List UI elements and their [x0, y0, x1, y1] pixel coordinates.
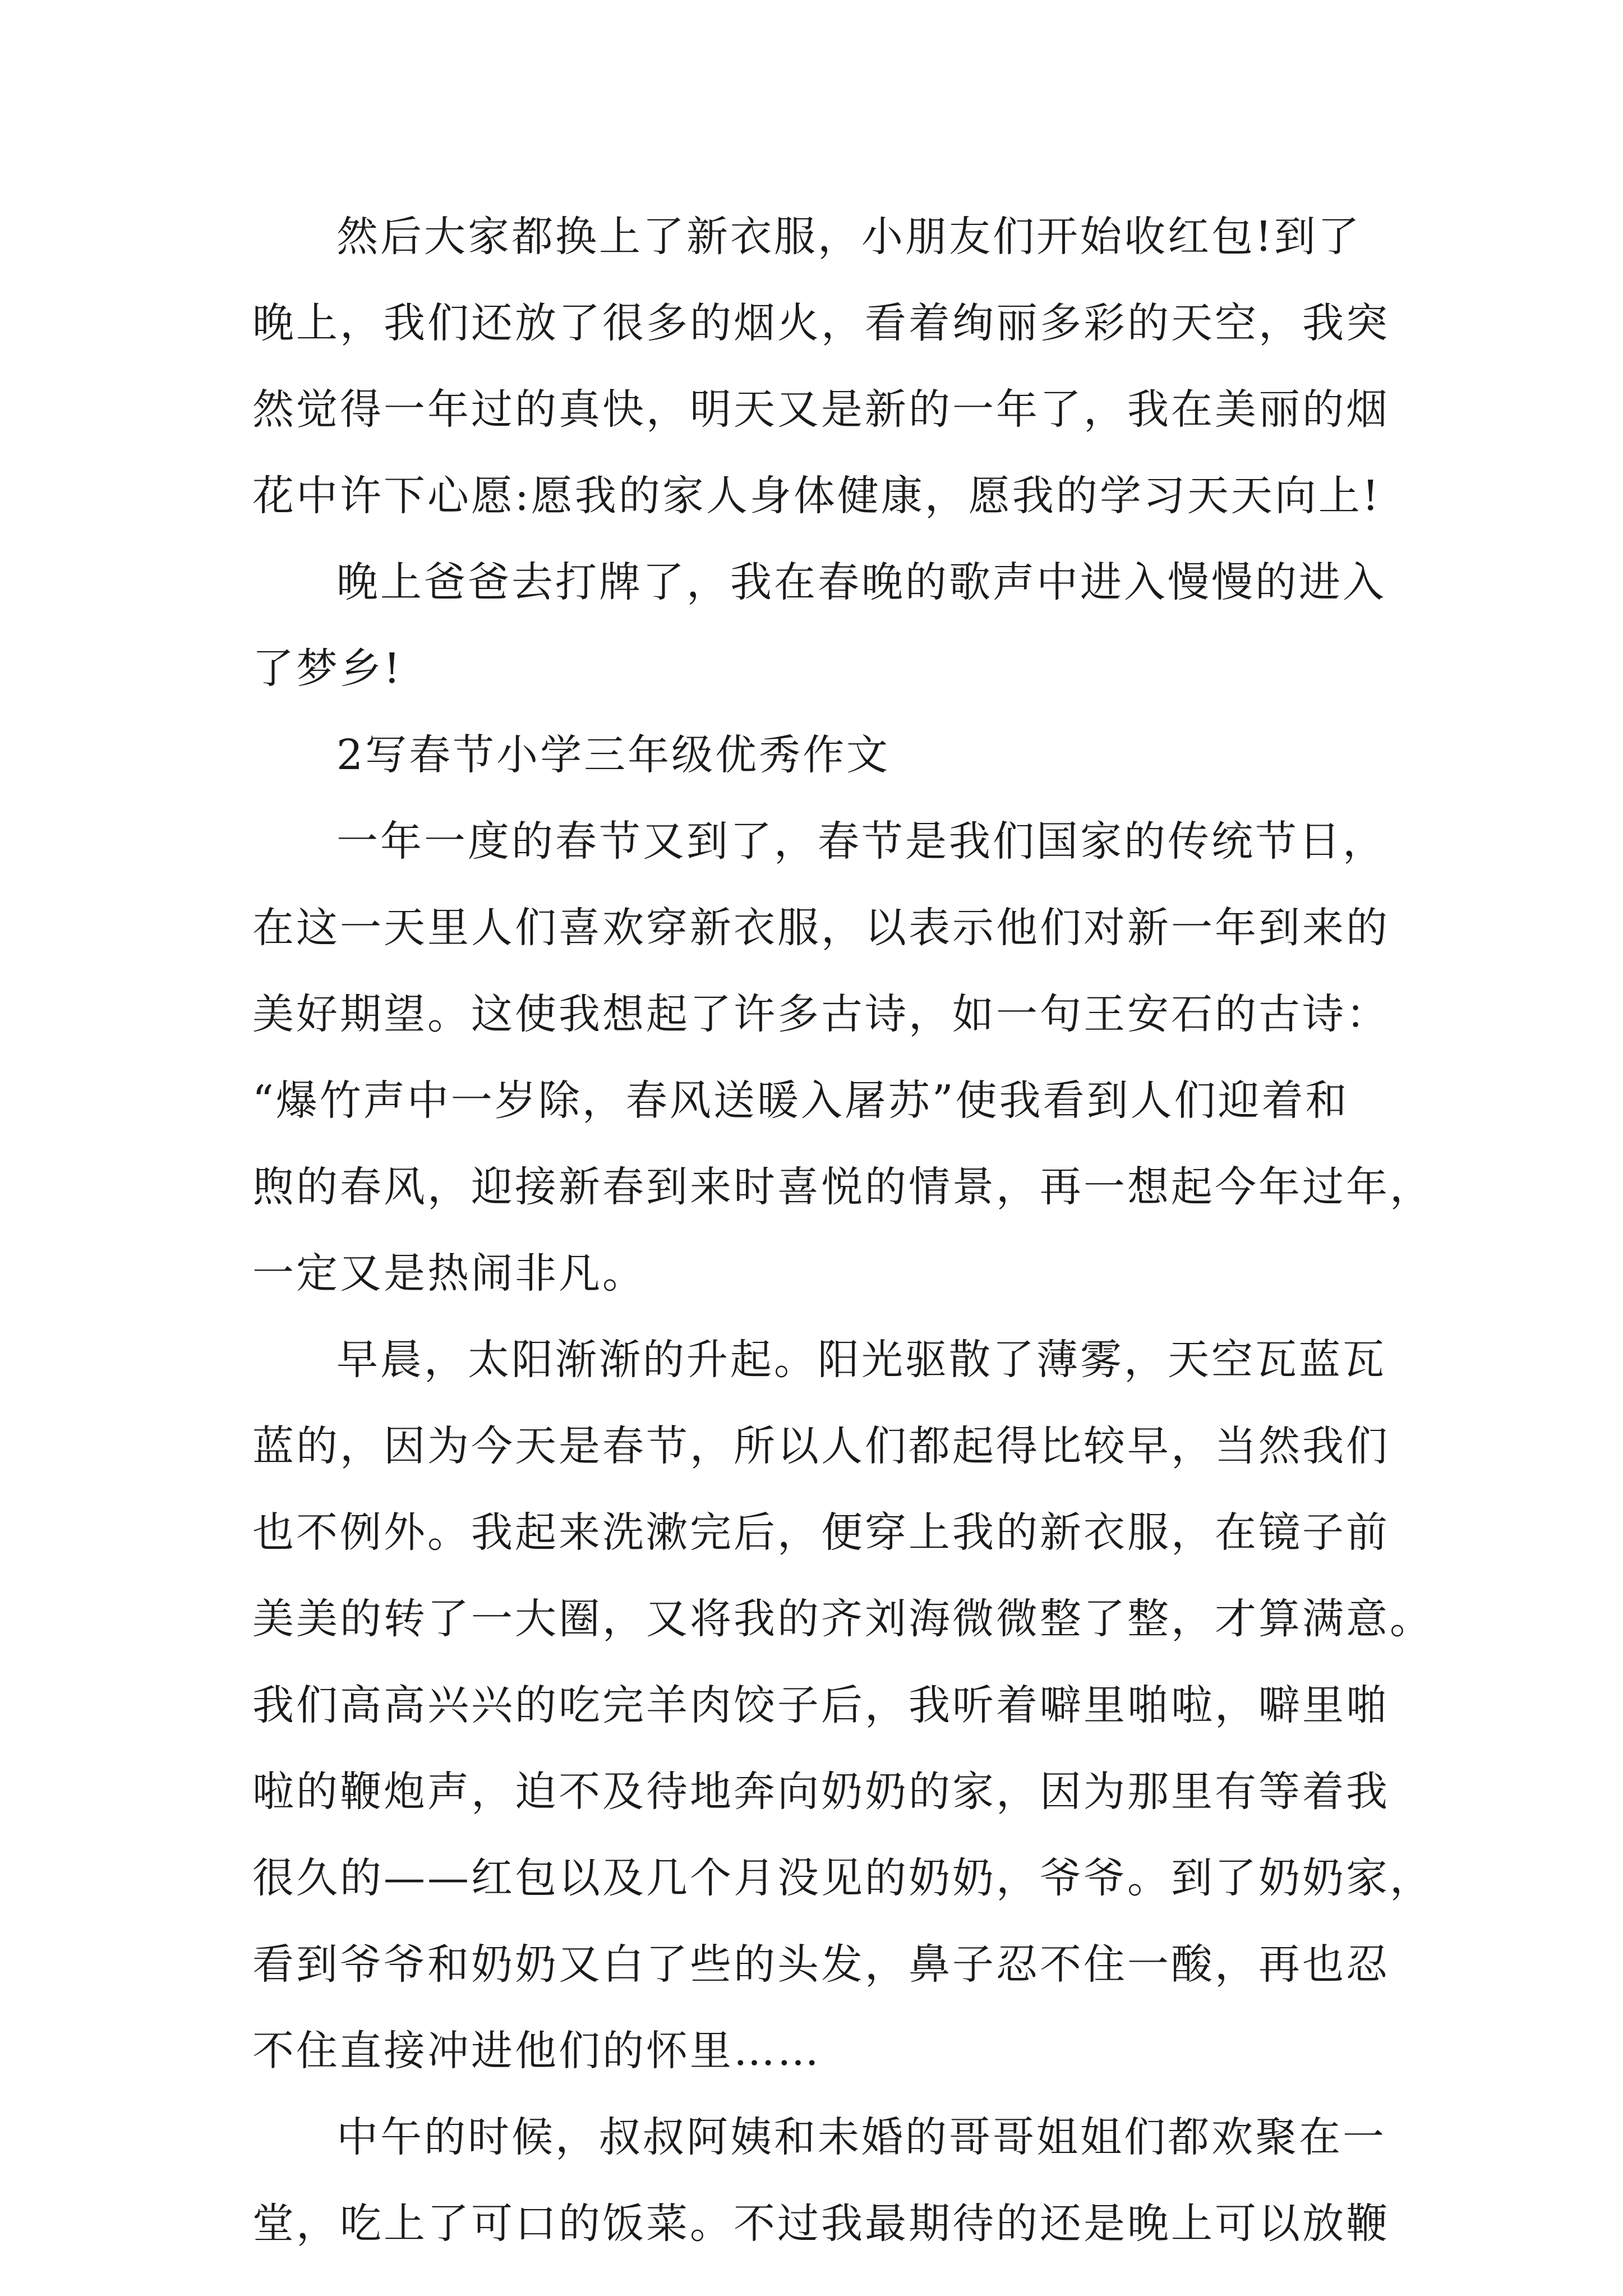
text-line: 花中许下心愿:愿我的家人身体健康，愿我的学习天天向上! — [252, 472, 1381, 520]
text-line: 晚上爸爸去打牌了，我在春晚的歌声中进入慢慢的进入 — [336, 558, 1386, 606]
text-line: 美好期望。这使我想起了许多古诗，如一句王安石的古诗： — [252, 990, 1390, 1038]
text-line: 一年一度的春节又到了，春节是我们国家的传统节日， — [336, 817, 1386, 866]
text-line: 了梦乡! — [252, 645, 403, 693]
text-line: 晚上，我们还放了很多的烟火，看着绚丽多彩的天空，我突 — [252, 299, 1390, 347]
text-line: 一定又是热闹非凡。 — [252, 1249, 646, 1297]
text-line: “爆竹声中一岁除，春风送暖入屠苏”使我看到人们迎着和 — [252, 1076, 1349, 1125]
text-line: 不住直接冲进他们的怀里…… — [252, 2027, 821, 2075]
text-line: 煦的春风，迎接新春到来时喜悦的情景，再一想起今年过年， — [252, 1163, 1433, 1211]
text-line: 早晨，太阳渐渐的升起。阳光驱散了薄雾，天空瓦蓝瓦 — [336, 1336, 1386, 1384]
text-line: 然觉得一年过的真快，明天又是新的一年了，我在美丽的烟 — [252, 385, 1390, 434]
essay-text — [252, 194, 1433, 2267]
text-line: 我们高高兴兴的吃完羊肉饺子后，我听着噼里啪啦，噼里啪 — [252, 1681, 1390, 1729]
section-heading: 2写春节小学三年级优秀作文 — [336, 731, 891, 779]
text-line: 在这一天里人们喜欢穿新衣服，以表示他们对新一年到来的 — [252, 904, 1390, 952]
text-line: 蓝的，因为今天是春节，所以人们都起得比较早，当然我们 — [252, 1422, 1390, 1470]
text-line: 中午的时候，叔叔阿姨和未婚的哥哥姐姐们都欢聚在一 — [336, 2113, 1386, 2161]
text-line: 也不例外。我起来洗漱完后，便穿上我的新衣服，在镜子前 — [252, 1508, 1390, 1557]
text-line: 堂，吃上了可口的饭菜。不过我最期待的还是晚上可以放鞭 — [252, 2200, 1390, 2248]
text-line: 啦的鞭炮声，迫不及待地奔向奶奶的家，因为那里有等着我 — [252, 1768, 1390, 1816]
text-line: 美美的转了一大圈，又将我的齐刘海微微整了整，才算满意。 — [252, 1595, 1433, 1643]
text-line: 看到爷爷和奶奶又白了些的头发，鼻子忍不住一酸，再也忍 — [252, 1940, 1390, 1989]
text-line: 很久的——红包以及几个月没见的奶奶，爷爷。到了奶奶家， — [252, 1854, 1433, 1902]
text-line: 然后大家都换上了新衣服，小朋友们开始收红包!到了 — [336, 213, 1362, 261]
